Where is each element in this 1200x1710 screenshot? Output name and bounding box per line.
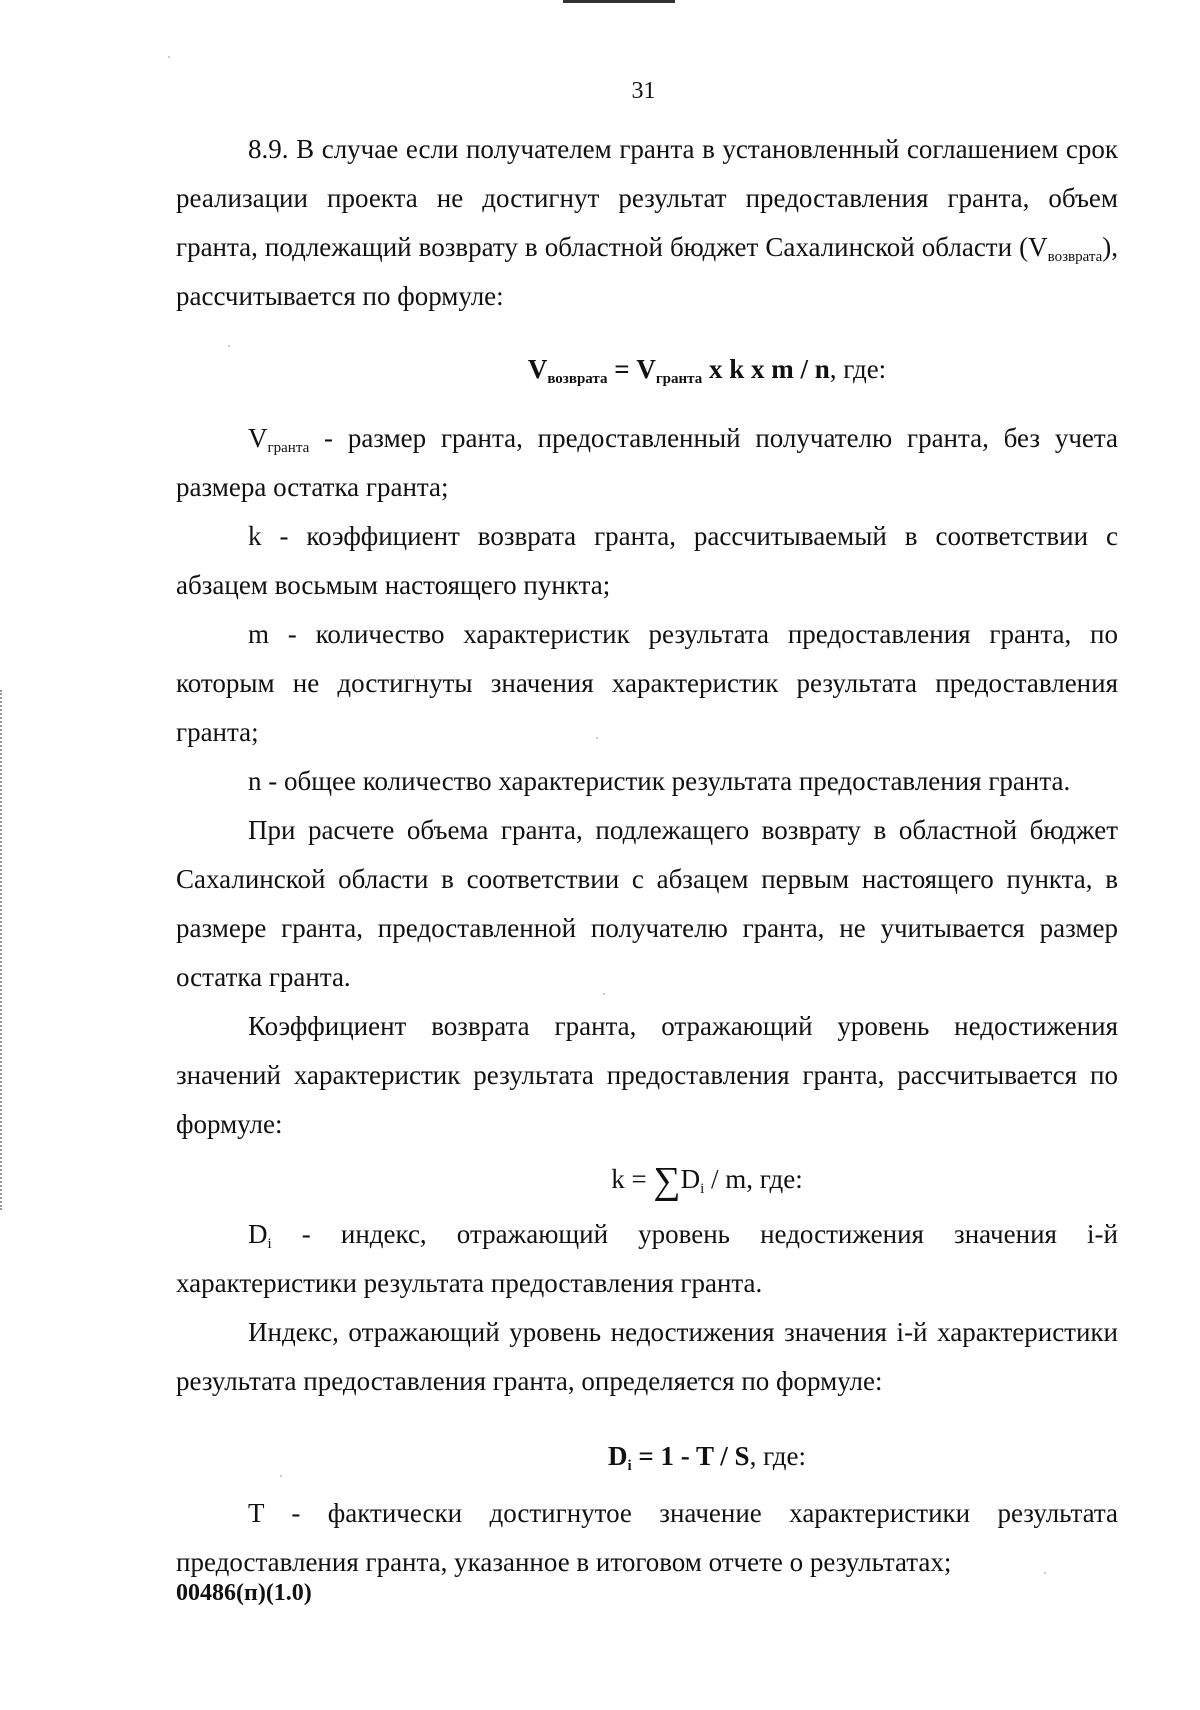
definition-di: $D_i$ - индекс, отражающий уровень недостижения значения i-й характеристики результата предоставления гранта. <box>176 1219 1118 1298</box>
scan-speck <box>168 56 170 58</box>
paragraph-coefficient: Коэффициент возврата гранта, отражающий уровень недостижения значений характеристик результата предоставления гранта, рассчитывается по формуле: <box>176 1011 1118 1139</box>
sum-symbol: ∑ <box>653 1160 681 1202</box>
subscript-vozvrata: возврата <box>1047 249 1103 265</box>
paragraph-index: Индекс, отражающий уровень недостижения значения i-й характеристики результата предоставления гранта, определяется по формуле: <box>176 1317 1118 1396</box>
page-number: 31 <box>631 78 656 104</box>
formula-return-volume: $V_{возврата} = V_{гранта}$ x k x m / n, где: <box>527 354 887 387</box>
formula-coefficient-k: $k = \sum D_i / m$, где: <box>611 1160 803 1202</box>
definition-v-granta: $V_{гранта}$ - размер гранта, предоставленный получателю гранта, без учета размера остатка гранта; <box>176 423 1118 502</box>
scan-speck <box>280 1475 282 1477</box>
definition-k: k - коэффициент возврата гранта, рассчитываемый в соответствии с абзацем восьмым настоящего пункта; <box>176 521 1118 600</box>
scan-speck <box>1044 1572 1046 1574</box>
document-code: 00486(п)(1.0) <box>176 1580 312 1606</box>
top-edge-mark <box>563 0 675 3</box>
scan-speck <box>603 993 605 995</box>
formula-index-di: $D_i = 1 - T / S$, где: <box>607 1441 807 1474</box>
definition-m: m - количество характеристик результата предоставления гранта, по которым не достигнуты значения характеристик результата предоставления гранта; <box>176 619 1118 747</box>
definition-t: T - фактически достигнутое значение характеристики результата предоставления гранта, указанное в итоговом отчете о результатах; <box>176 1498 1118 1577</box>
paragraph-8-9: 8.9. В случае если получателем гранта в установленный соглашением срок реализации проекта не достигнут результат предоставления гранта, объем гранта, подлежащий возврату в областной бюджет Сахалинской области $(V_{возврата})$, рассчитывается по формуле: <box>176 134 1118 311</box>
scan-speck <box>228 345 230 347</box>
document-body <box>176 125 1118 1587</box>
paragraph-calculation-note: При расчете объема гранта, подлежащего возврату в областной бюджет Сахалинской области в соответствии с абзацем первым настоящего пункта, в размере гранта, предоставленной получателю гранта, не учитывается размер остатка гранта. <box>176 815 1118 992</box>
definition-n: n - общее количество характеристик результата предоставления гранта. <box>248 766 1071 796</box>
scan-speck <box>596 737 598 739</box>
binding-edge-mark <box>0 690 5 1210</box>
